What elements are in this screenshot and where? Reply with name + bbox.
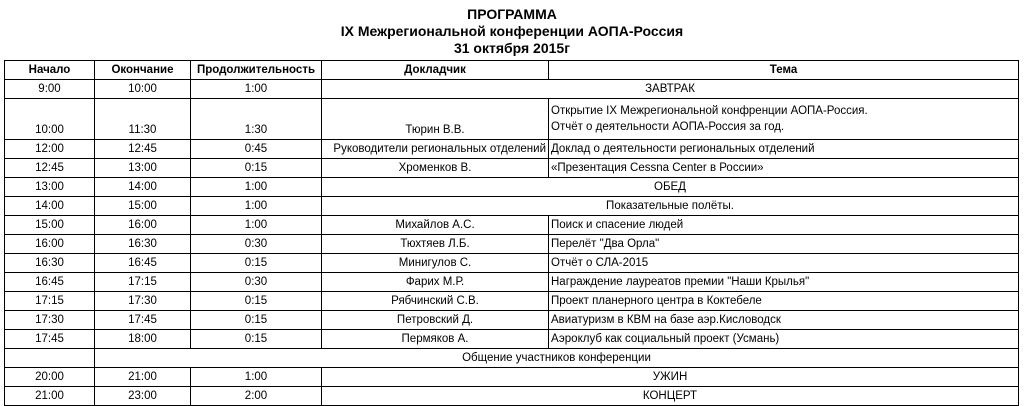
- cell-duration: 1:30: [191, 99, 322, 140]
- table-row: [5, 273, 1019, 292]
- header-topic: Тема: [549, 61, 1019, 80]
- table-row: [5, 292, 1019, 311]
- cell-duration: 1:00: [191, 80, 322, 99]
- cell-speaker: Михайлов А.С.: [322, 216, 549, 235]
- cell-topic: ОБЕД: [322, 178, 1019, 197]
- table-row: [5, 368, 1019, 387]
- cell-topic: УЖИН: [322, 368, 1019, 387]
- table-row: [5, 349, 1019, 368]
- cell-duration: 0:30: [191, 273, 322, 292]
- cell-start: 12:45: [5, 159, 95, 178]
- header-end: Окончание: [95, 61, 191, 80]
- cell-topic: Общение участников конференции: [95, 349, 1019, 368]
- table-row: [5, 159, 1019, 178]
- cell-topic: «Презентация Cessna Center в России»: [549, 159, 1019, 178]
- schedule-table: [4, 60, 1019, 406]
- cell-topic: Отчёт о СЛА-2015: [549, 254, 1019, 273]
- cell-duration: 1:00: [191, 216, 322, 235]
- cell-end: 17:15: [95, 273, 191, 292]
- cell-end: 13:00: [95, 159, 191, 178]
- cell-topic: Авиатуризм в КВМ на базе аэр.Кисловодск: [549, 311, 1019, 330]
- cell-duration: 0:30: [191, 235, 322, 254]
- cell-topic: Награждение лауреатов премии "Наши Крылья": [549, 273, 1019, 292]
- cell-duration: 2:00: [191, 387, 322, 406]
- table-row: [5, 99, 1019, 140]
- table-row: [5, 178, 1019, 197]
- cell-start: 13:00: [5, 178, 95, 197]
- cell-start: 20:00: [5, 368, 95, 387]
- cell-start: 21:00: [5, 387, 95, 406]
- cell-speaker: Пермяков А.: [322, 330, 549, 349]
- cell-end: 17:30: [95, 292, 191, 311]
- header-row: [5, 61, 1019, 80]
- cell-end: 16:00: [95, 216, 191, 235]
- cell-start: 17:15: [5, 292, 95, 311]
- cell-end: 10:00: [95, 80, 191, 99]
- table-row: [5, 140, 1019, 159]
- header-start: Начало: [5, 61, 95, 80]
- cell-start: 12:00: [5, 140, 95, 159]
- table-row: [5, 235, 1019, 254]
- conference-name: IX Межрегиональной конференции АОПА-Россия: [340, 23, 684, 39]
- cell-duration: 0:15: [191, 159, 322, 178]
- table-row: [5, 254, 1019, 273]
- cell-start: [5, 349, 95, 368]
- cell-duration: 0:15: [191, 330, 322, 349]
- cell-duration: 1:00: [191, 197, 322, 216]
- cell-end: 16:30: [95, 235, 191, 254]
- cell-speaker: Минигулов С.: [322, 254, 549, 273]
- table-row: [5, 387, 1019, 406]
- cell-start: 17:30: [5, 311, 95, 330]
- cell-end: 16:45: [95, 254, 191, 273]
- cell-start: 17:45: [5, 330, 95, 349]
- cell-topic: ЗАВТРАК: [322, 80, 1019, 99]
- cell-start: 9:00: [5, 80, 95, 99]
- cell-topic: [549, 99, 1019, 140]
- cell-speaker: Фарих М.Р.: [322, 273, 549, 292]
- table-row: [5, 330, 1019, 349]
- cell-topic: Показательные полёты.: [322, 197, 1019, 216]
- cell-end: 18:00: [95, 330, 191, 349]
- cell-end: 11:30: [95, 99, 191, 140]
- cell-topic: КОНЦЕРТ: [322, 387, 1019, 406]
- cell-start: 16:00: [5, 235, 95, 254]
- topic-line: Отчёт о деятельности АОПА-Россия за год.: [551, 121, 785, 133]
- topic-line: Открытие IX Межрегиональной конфренции АОПА-Россия.: [551, 105, 868, 117]
- cell-speaker: Тюрин В.В.: [322, 99, 549, 140]
- header-speaker: Докладчик: [322, 61, 549, 80]
- cell-speaker: Хроменков В.: [322, 159, 549, 178]
- cell-duration: 0:45: [191, 140, 322, 159]
- cell-duration: 0:15: [191, 292, 322, 311]
- cell-start: 10:00: [5, 99, 95, 140]
- cell-topic: Аэроклуб как социальный проект (Усмань): [549, 330, 1019, 349]
- cell-topic: Проект планерного центра в Коктебеле: [549, 292, 1019, 311]
- cell-topic: Поиск и спасение людей: [549, 216, 1019, 235]
- cell-topic: Перелёт "Два Орла": [549, 235, 1019, 254]
- cell-speaker: Петровский Д.: [322, 311, 549, 330]
- cell-duration: 0:15: [191, 311, 322, 330]
- cell-duration: 0:15: [191, 254, 322, 273]
- header-duration: Продолжительность: [191, 61, 322, 80]
- cell-end: 23:00: [95, 387, 191, 406]
- cell-start: 16:45: [5, 273, 95, 292]
- cell-start: 16:30: [5, 254, 95, 273]
- program-heading: ПРОГРАММА: [467, 6, 557, 22]
- cell-end: 12:45: [95, 140, 191, 159]
- cell-end: 15:00: [95, 197, 191, 216]
- table-row: [5, 80, 1019, 99]
- cell-end: 21:00: [95, 368, 191, 387]
- table-row: [5, 216, 1019, 235]
- cell-speaker: Руководители региональных отделений: [322, 140, 549, 159]
- table-row: [5, 311, 1019, 330]
- cell-speaker: Рябчинский С.В.: [322, 292, 549, 311]
- cell-end: 17:45: [95, 311, 191, 330]
- cell-duration: 1:00: [191, 368, 322, 387]
- cell-start: 15:00: [5, 216, 95, 235]
- cell-end: 14:00: [95, 178, 191, 197]
- cell-duration: 1:00: [191, 178, 322, 197]
- cell-start: 14:00: [5, 197, 95, 216]
- cell-speaker: Тюхтяев Л.Б.: [322, 235, 549, 254]
- table-row: [5, 197, 1019, 216]
- conference-date: 31 октября 2015г: [453, 40, 571, 56]
- cell-topic: Доклад о деятельности региональных отделений: [549, 140, 1019, 159]
